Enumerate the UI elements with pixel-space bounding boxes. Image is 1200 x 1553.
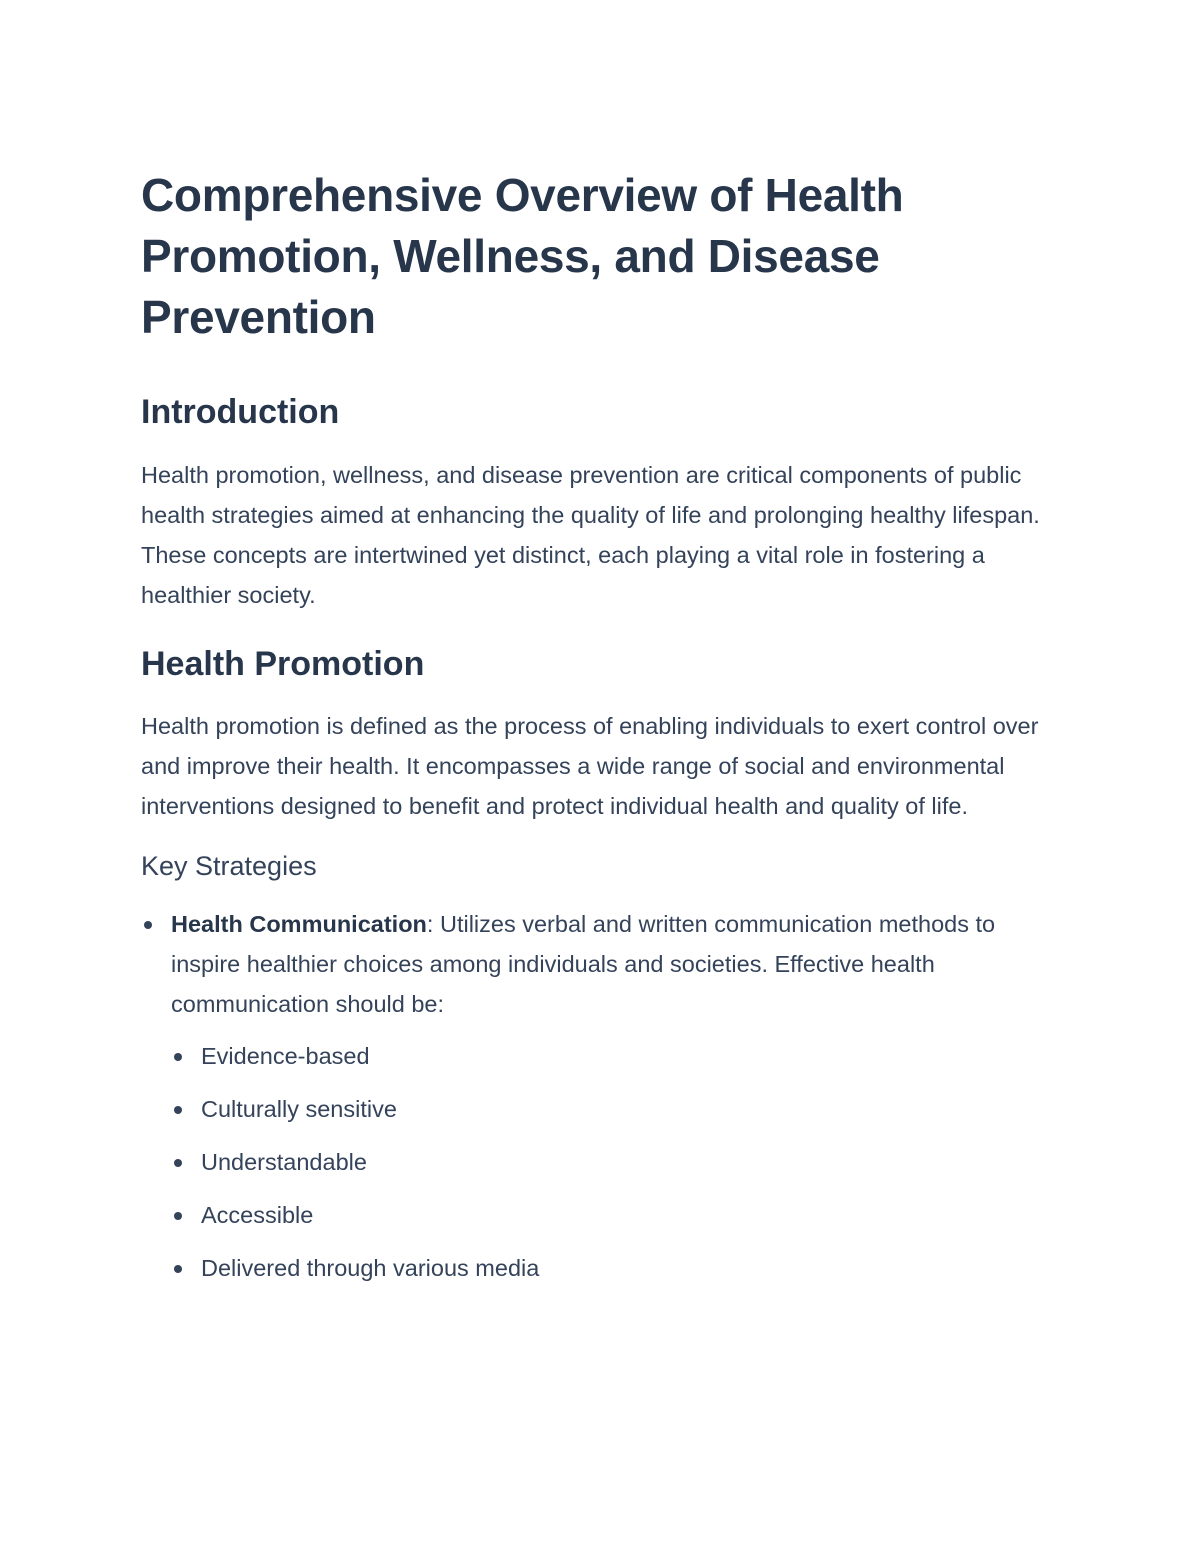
bullet-icon bbox=[174, 1265, 182, 1273]
bullet-icon bbox=[174, 1212, 182, 1220]
document-page bbox=[141, 165, 1061, 1301]
section-heading-health-promotion: Health Promotion bbox=[141, 645, 425, 683]
bullet-icon bbox=[174, 1159, 182, 1167]
sublist-item-text: Delivered through various media bbox=[201, 1255, 540, 1281]
sublist bbox=[171, 1036, 1061, 1288]
sublist-item-text: Evidence-based bbox=[201, 1043, 370, 1069]
sublist-item-text: Accessible bbox=[201, 1202, 314, 1228]
bullet-icon bbox=[174, 1053, 182, 1061]
bullet-icon bbox=[174, 1106, 182, 1114]
page-title: Comprehensive Overview of Health Promotion, Wellness, and Disease Prevention bbox=[141, 169, 904, 343]
sublist-item-text: Culturally sensitive bbox=[201, 1096, 397, 1122]
sublist-item bbox=[171, 1195, 1061, 1235]
section-heading-introduction: Introduction bbox=[141, 393, 340, 431]
sublist-item bbox=[171, 1089, 1061, 1129]
bullet-icon bbox=[144, 921, 152, 929]
subsection-heading-key-strategies: Key Strategies bbox=[141, 851, 317, 881]
sublist-item bbox=[171, 1036, 1061, 1076]
list-item-term: Health Communication bbox=[171, 911, 427, 937]
sublist-item bbox=[171, 1248, 1061, 1288]
sublist-item bbox=[171, 1142, 1061, 1182]
sublist-item-text: Understandable bbox=[201, 1149, 367, 1175]
key-strategies-list bbox=[141, 904, 1061, 1288]
health-promotion-paragraph: Health promotion is defined as the process of enabling individuals to exert control over and improve their health. It encompasses a wide range of social and environmental interventions designed to benefit and protect individual health and quality of life. bbox=[141, 713, 1039, 819]
introduction-paragraph: Health promotion, wellness, and disease prevention are critical components of public health strategies aimed at enhancing the quality of life and prolonging healthy lifespan. These concepts are intertwined yet distinct, each playing a vital role in fostering a healthier society. bbox=[141, 462, 1040, 608]
list-item bbox=[141, 904, 1061, 1288]
list-item-description: : Utilizes verbal and written communication methods to inspire healthier choices among individuals and societies. Effective health communication should be: bbox=[171, 911, 996, 1017]
